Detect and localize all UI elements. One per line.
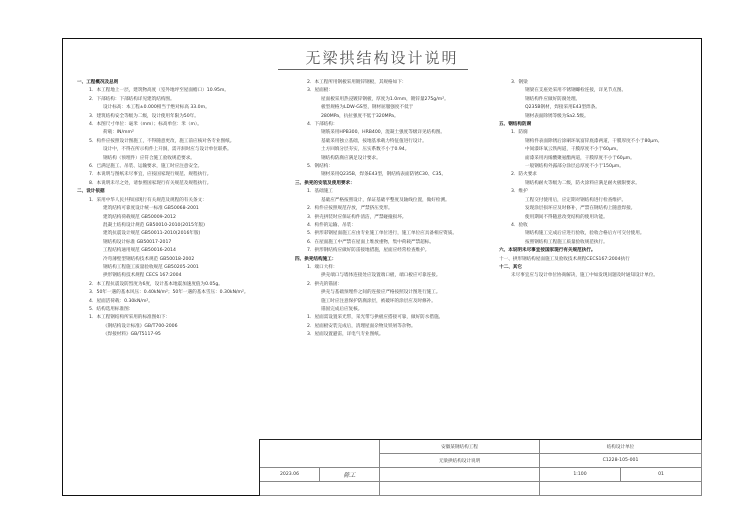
note-line: 1．基础施工 <box>307 189 333 195</box>
note-line: 使用期间不得随意改变结构的使用功能。 <box>525 214 608 220</box>
note-line: 钢结构（预埋件）应符合施工验收规范要求。 <box>103 155 195 161</box>
title-block-sheet: 01 <box>621 468 702 482</box>
title-block-date: 2023.06 <box>260 468 320 482</box>
note-line: 2．防火要求 <box>511 172 537 178</box>
note-line: 钢结构耐火等级为二级，防火涂料应满足耐火极限要求。 <box>525 180 640 186</box>
note-line: 1．本工程地上一层，建筑物高度（室外地坪至屋面檐口）10.95m。 <box>89 88 229 94</box>
note-line: 拱形钢结构技术规程 CECS 167:2004 <box>103 273 182 279</box>
note-line: 一般钢结构外露部分涂层总厚度不小于150μm。 <box>525 164 624 170</box>
section-heading: 五、钢结构防腐 <box>499 122 532 128</box>
note-line: 1．防腐 <box>511 130 528 136</box>
note-line: 基础应严格按照设计，保证基础平整度及轴线位置，做好检测。 <box>321 197 450 203</box>
section-heading: 六、本说明未尽事宜按国家现行有关规范执行。 <box>499 248 596 254</box>
page-title: 无梁拱结构设计说明 <box>305 49 459 67</box>
note-line: 施工时应注意保护防腐涂层，被破坏的涂层应及时修补。 <box>321 298 436 304</box>
note-line: 钢材采用Q235B，焊条E43型，钢结构表面防锈C30、C35。 <box>321 172 447 178</box>
note-line: 基础采用独立基础，按地基承载力特征值进行设计。 <box>321 138 427 144</box>
note-line: 3．屋面设置避雷，详电气专业图纸。 <box>307 332 384 338</box>
title-block-scale: 1:100 <box>540 468 621 482</box>
note-line: 钢结构防腐应满足设计要求。 <box>321 155 381 161</box>
note-line: 2．拱壳的锚固： <box>307 281 343 287</box>
note-line: 3．50年一遇的基本风压：0.40kN/m²；50年一遇的基本雪压：0.30kN/m²。 <box>89 290 249 296</box>
note-line: 280MPa，抗拉强度不低于320MPa。 <box>321 113 399 119</box>
note-line: 板型规格为LDW-GS型，钢材屈服强度不低于 <box>321 105 414 111</box>
note-line: Q235B钢材，焊接采用E43型焊条。 <box>525 105 600 111</box>
title-underline <box>278 69 468 70</box>
note-line: 荷载：lN/mm² <box>103 130 134 136</box>
note-line: 《钢结构设计标准》GB/T700-2006 <box>103 323 178 329</box>
note-line: 4．验收 <box>511 222 528 228</box>
note-line: 钢材表面除锈等级为Sa2.5级。 <box>525 113 589 119</box>
notes-column-1 <box>77 79 277 340</box>
note-line: 2．本工程抗震设防烈度为6度，设计基本地震加速度值为0.05g。 <box>89 281 223 287</box>
note-line: 2．屋面板安装完成后，清理屋面杂物及铁屑等杂物。 <box>307 323 416 329</box>
note-line: 3．屋面板： <box>307 88 333 94</box>
note-line: 面漆采用丙烯酸聚氨酯两道，干膜厚度不小于60μm。 <box>525 155 635 161</box>
note-line: 按照钢结构工程施工质量验收规范执行。 <box>525 239 608 245</box>
note-line: 2．本工程所用钢板采用镀锌钢板，其规格如下： <box>307 80 407 85</box>
note-line: 钢结构件应做好防腐处理。 <box>525 96 581 102</box>
note-line: 工程结构通用规范 GB50016-2014 <box>103 248 176 254</box>
note-line: 建筑结构可靠度设计统一标准 GB50068-2001 <box>103 206 199 212</box>
note-line: 4．构件的运输、吊装： <box>307 222 356 228</box>
title-block-drawing-no: C1228-105-001 <box>540 454 702 468</box>
note-line: 1．端口大样： <box>307 264 338 270</box>
note-line: 锚固完成后应复核。 <box>321 306 363 312</box>
title-block-footer-mid <box>380 482 540 496</box>
note-line: 3．维护 <box>511 189 528 195</box>
note-line: 未尽事宜应与设计单位协商解决，施工中如发现问题及时通知设计单位。 <box>511 273 659 279</box>
note-line: 4．屋面活荷载：0.30kN/m²。 <box>89 298 153 304</box>
note-line: 建筑抗震设计规范 GB50011-2010(2016年版) <box>103 231 201 237</box>
note-line: 土方回填分层夯实，压实系数不小于0.94。 <box>321 147 410 153</box>
title-block-footer-right <box>540 482 702 496</box>
note-line: 6．已满足施工、吊装、运输要求，施工时应注意安全。 <box>89 164 203 170</box>
note-line: 4．本图尺寸单位：毫米（mm）；标高单位：米（m）。 <box>89 122 202 128</box>
title-block-signature: 陈工 <box>320 468 380 482</box>
note-line: 混凝土结构设计规范 GB50010-2010(2015年版) <box>103 222 205 228</box>
note-line: 钢筋采用HPB300、HRB400，混凝土强度等级详见结构图。 <box>321 130 445 136</box>
note-line: 设计中，不得在所示构件上开洞，需开洞时应与设计单位联系。 <box>103 147 232 153</box>
note-line: 中间漆环氧云铁两道，干膜厚度不小于60μm。 <box>525 147 621 153</box>
note-line: 7．拱形钢结构应做好防雷接地措施，屋面应经常检查维护。 <box>307 248 430 254</box>
note-line: 建筑结构荷载规范 GB50009-2012 <box>103 214 176 220</box>
note-line: 4．下部结构： <box>307 122 338 128</box>
note-line: 工程交付使用后，应定期对钢结构进行检查维护。 <box>525 197 627 203</box>
note-line: 《焊接材料》GB/T5117-95 <box>103 332 161 338</box>
title-block-footer-left <box>260 482 380 496</box>
note-line: 5．构件应按照设计图施工，不得随意更改，施工前应核对各专业图纸。 <box>89 138 235 144</box>
note-line: 屋面板采用热浸镀锌钢板，厚度为1.0mm，镀锌量275g/m²。 <box>321 96 449 102</box>
note-line: 8．本说明未尽之处，请参照国家现行有关规范及规程执行。 <box>89 180 212 186</box>
note-line: 拱壳与基础预埋件之间的连接应严格按照设计图进行施工。 <box>321 290 441 296</box>
section-heading: 一、工程概况及总则 <box>77 80 119 85</box>
section-heading: 四、拱壳结构施工： <box>295 256 337 262</box>
note-line: 钢构件表面除锈后涂刷环氧富锌底漆两道，干膜厚度不小于80μm。 <box>525 138 663 144</box>
note-line: 1．屋面需设置采光带，采光带与拱板应搭接可靠，做好防水措施。 <box>307 315 444 321</box>
note-line: 拱壳端口与墙体连接处应设置端口板，端口板应可靠连接。 <box>321 273 441 279</box>
note-line: 十一、拱形钢结构屋面施工及验收技术规程CECS167:2004执行 <box>499 256 630 262</box>
note-line: 2．构件应按照规范存放，严禁挤压变形。 <box>307 206 393 212</box>
note-line: 7．本说明与图纸未尽事宜，应按国家现行规范、规程执行。 <box>89 172 212 178</box>
title-block-empty-row <box>380 468 540 482</box>
title-block-company: 结构设计单位 <box>540 440 702 454</box>
note-line: 1．采用中华人民共和国现行有关规范及规程的有关条文： <box>89 197 207 203</box>
title-block-blank <box>260 440 380 468</box>
note-line: 3．拱壳拼装时应保证构件清洁，严禁碰撞损坏。 <box>307 214 407 220</box>
note-line: 5．拱形彩钢屋面施工应由专业施工单位进行，施工单位应具备相应资质。 <box>307 231 457 237</box>
section-heading: 二、设计依据 <box>77 189 105 195</box>
note-line: 钢结构施工完成后应进行验收，验收合格后方可交付使用。 <box>525 231 645 237</box>
note-line: 1．本工程钢结构所采用的标准图如下： <box>89 315 171 321</box>
note-line: 发现涂层损坏应及时修补，严禁在钢结构上随意焊接。 <box>525 206 636 212</box>
note-line: 5．结构选用标准图： <box>89 306 134 312</box>
note-line: 钢结构工程施工质量验收规范 GB50205-2001 <box>103 264 199 270</box>
section-heading: 十二、其它 <box>499 264 522 270</box>
note-line: 3．钢梁 <box>511 80 528 85</box>
note-line: 3．建筑结构安全等级为二级，设计使用年限为50年。 <box>89 113 199 119</box>
note-line: 钢梁在支座处采用不锈钢螺栓连接，详见节点图。 <box>525 88 627 94</box>
notes-column-3 <box>499 79 699 281</box>
note-line: 设计标高：本工程±0.000相当于绝对标高 33.0m。 <box>103 105 210 111</box>
note-line: 2．下部结构：下部结构详见建筑结构图。 <box>89 96 175 102</box>
note-line: 6．在屋面施工中严禁在屋面上堆放重物，集中荷载严禁超标。 <box>307 239 434 245</box>
note-line: 钢结构设计标准 GB50017-2017 <box>103 239 172 245</box>
note-line: 冷弯薄壁型钢结构技术规范 GB50018-2002 <box>103 256 195 262</box>
title-block-drawing-name: 无梁拱结构设计说明 <box>380 454 540 468</box>
title-block-project: 安徽某钢结构工程 <box>380 440 540 454</box>
note-line: 5．钢结构： <box>307 164 333 170</box>
section-heading: 三、拱壳的安装及使用要求： <box>295 180 355 186</box>
title-block <box>259 439 702 496</box>
drawing-sheet <box>62 38 702 496</box>
notes-column-2 <box>295 79 495 340</box>
